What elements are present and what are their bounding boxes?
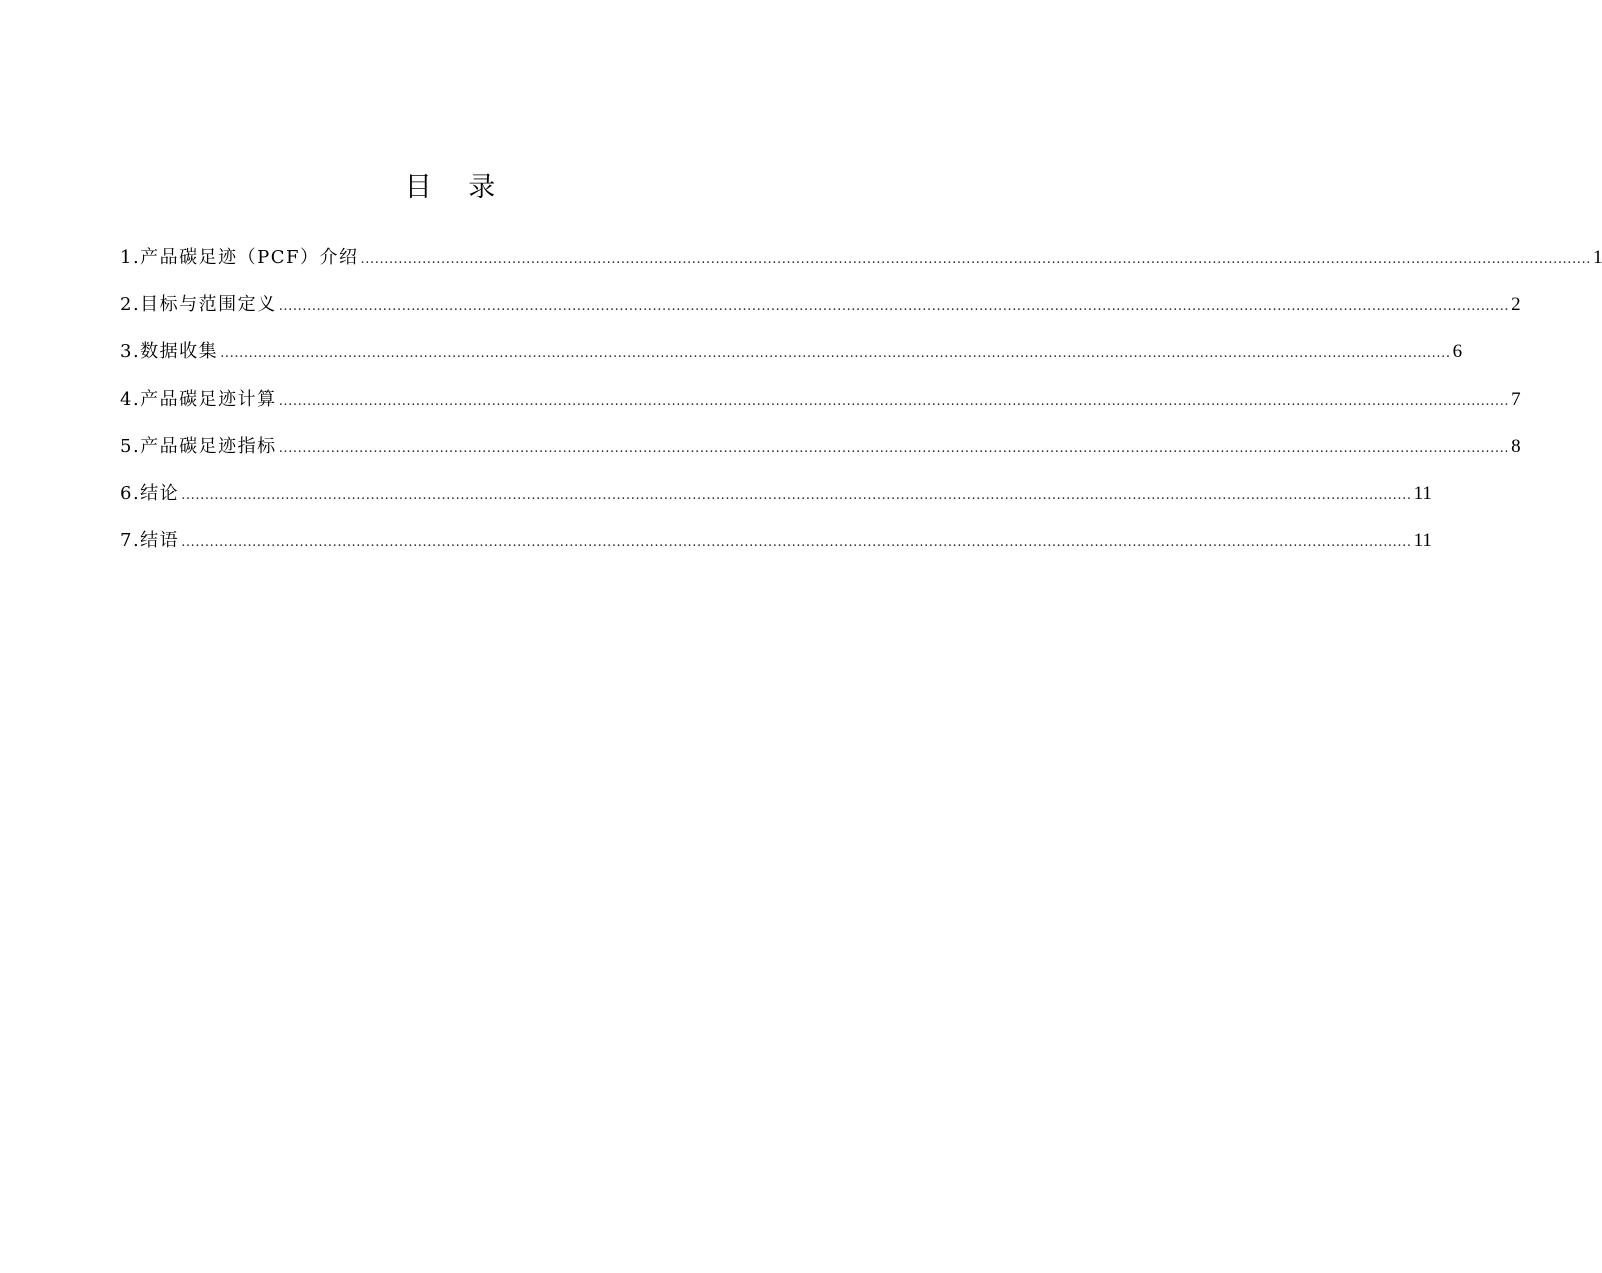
toc-entry[interactable] — [120, 240, 1602, 287]
toc-leader-dots: .................................................................................................................................................................................................................................................................... — [278, 299, 1510, 315]
toc-entry-page: 7 — [1511, 388, 1521, 410]
toc-entry-page: 2 — [1511, 294, 1521, 316]
toc-entry-label: 7.结语 — [120, 530, 180, 552]
toc-title: 目 录 — [404, 172, 510, 203]
toc-entry-label: 1.产品碳足迹（PCF）介绍 — [120, 247, 359, 268]
toc-entry[interactable] — [120, 287, 1521, 334]
toc-entry-label: 3.数据收集 — [120, 341, 219, 363]
toc-entry-page: 11 — [1413, 530, 1432, 552]
toc-entry-page: 6 — [1452, 341, 1463, 363]
toc-entry-label: 2.目标与范围定义 — [120, 294, 277, 316]
toc-entry-page: 1 — [1592, 247, 1602, 268]
toc-leader-dots: .................................................................................................................................................................................................................................................................... — [181, 487, 1412, 503]
toc-leader-dots: .................................................................................................................................................................................................................................................................... — [278, 440, 1510, 456]
toc-leader-dots: .................................................................................................................................................................................................................................................................... — [278, 393, 1510, 409]
toc-entry[interactable] — [120, 476, 1432, 523]
toc-leader-dots: .................................................................................................................................................................................................................................................................... — [181, 535, 1412, 551]
toc-leader-dots: .................................................................................................................................................................................................................................................................... — [360, 252, 1591, 267]
toc-entry-page: 8 — [1511, 435, 1521, 457]
toc-entry[interactable] — [120, 429, 1521, 476]
toc-entry-label: 4.产品碳足迹计算 — [120, 388, 277, 410]
toc-entry-page: 11 — [1413, 482, 1432, 504]
toc-entry[interactable] — [120, 334, 1463, 381]
toc-leader-dots: .................................................................................................................................................................................................................................................................... — [220, 346, 1451, 362]
toc-list — [120, 240, 1602, 570]
toc-entry[interactable] — [120, 382, 1521, 429]
toc-entry[interactable] — [120, 523, 1432, 570]
toc-entry-label: 6.结论 — [120, 482, 180, 504]
toc-entry-label: 5.产品碳足迹指标 — [120, 435, 277, 457]
